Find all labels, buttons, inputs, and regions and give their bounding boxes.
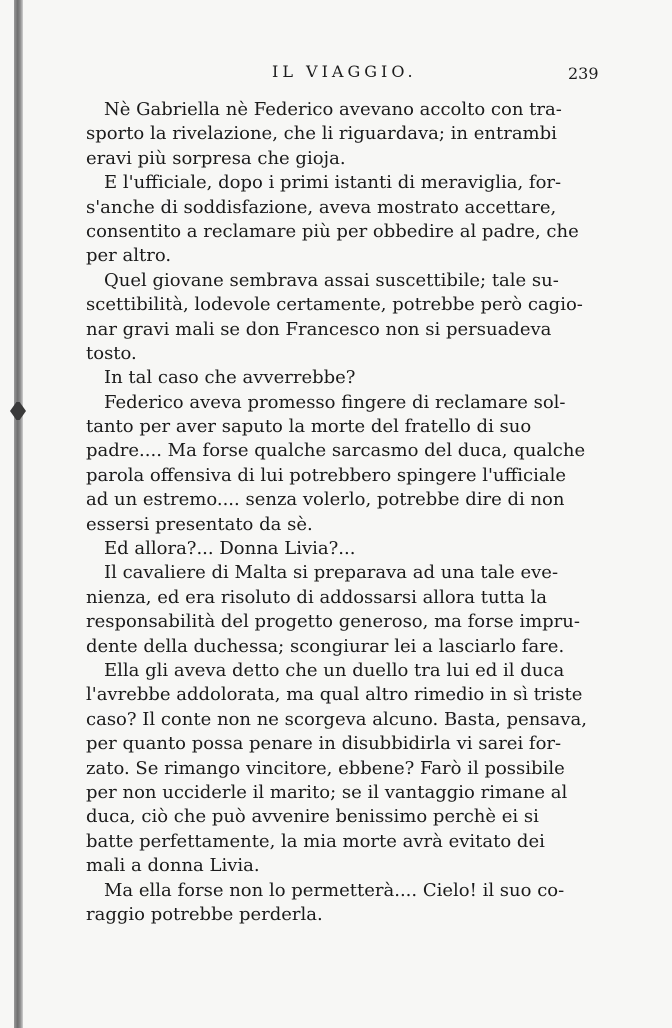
text-line: Ed allora?... Donna Livia?... (104, 538, 356, 560)
text-line: nienza, ed era risoluto di addossarsi allora tutta la (86, 586, 547, 608)
text-line: responsabilità del progetto generoso, ma forse impru- (86, 611, 580, 633)
text-line: dente della duchessa; scongiurar lei a lasciarlo fare. (86, 635, 565, 657)
text-line: eravi più sorpresa che gioja. (86, 147, 346, 169)
text-line: per non ucciderle il marito; se il vantaggio rimane al (86, 781, 568, 803)
text-line: Quel giovane sembrava assai suscettibile; tale su- (104, 269, 559, 291)
text-line: duca, ciò che può avvenire benissimo perchè ei si (86, 806, 539, 828)
text-line: Nè Gabriella nè Federico avevano accolto con tra- (104, 99, 562, 120)
text-line: raggio potrebbe perderla. (86, 903, 323, 925)
text-line: tosto. (86, 342, 137, 364)
text-line: consentito a reclamare più per obbedire al padre, che (86, 220, 579, 242)
text-line: s'anche di soddisfazione, aveva mostrato accettare, (86, 196, 557, 218)
page-header (0, 62, 672, 86)
text-line: padre.... Ma forse qualche sarcasmo del duca, qualche (86, 440, 586, 462)
text-line: nar gravi mali se don Francesco non si persuadeva (86, 318, 552, 340)
text-line: Ma ella forse non lo permetterà.... Cielo! il suo co- (104, 879, 565, 901)
text-line: tanto per aver saputo la morte del fratello di suo (86, 416, 532, 438)
spine-mark (10, 402, 26, 420)
text-line: mali a donna Livia. (86, 855, 260, 877)
running-title: IL VIAGGIO. (272, 62, 417, 81)
body-text (86, 98, 596, 927)
text-line: Federico aveva promesso fingere di reclamare sol- (104, 391, 566, 413)
page-number: 239 (568, 64, 599, 83)
text-line: l'avrebbe addolorata, ma qual altro rimedio in sì triste (86, 684, 583, 706)
text-line: zato. Se rimango vincitore, ebbene? Farò il possibile (86, 757, 565, 779)
text-line: per quanto possa penare in disubbidirla vi sarei for- (86, 733, 562, 755)
text-line: E l'ufficiale, dopo i primi istanti di meraviglia, for- (104, 172, 562, 194)
text-line: per altro. (86, 245, 172, 267)
text-line: caso? Il conte non ne scorgeva alcuno. Basta, pensava, (86, 708, 587, 730)
text-line: essersi presentato da sè. (86, 513, 313, 535)
text-line: Ella gli aveva detto che un duello tra lui ed il duca (104, 659, 565, 681)
text-line: scettibilità, lodevole certamente, potrebbe però cagio- (86, 294, 583, 316)
text-line: sporto la rivelazione, che li riguardava; in entrambi (86, 123, 557, 145)
text-line: parola offensiva di lui potrebbero spingere l'ufficiale (86, 464, 567, 486)
text-line: In tal caso che avverrebbe? (104, 367, 356, 389)
text-line: batte perfettamente, la mia morte avrà evitato dei (86, 830, 545, 852)
book-spine-shadow (14, 0, 23, 1028)
text-line: Il cavaliere di Malta si preparava ad una tale eve- (104, 562, 559, 584)
text-line: ad un estremo.... senza volerlo, potrebbe dire di non (86, 489, 565, 511)
